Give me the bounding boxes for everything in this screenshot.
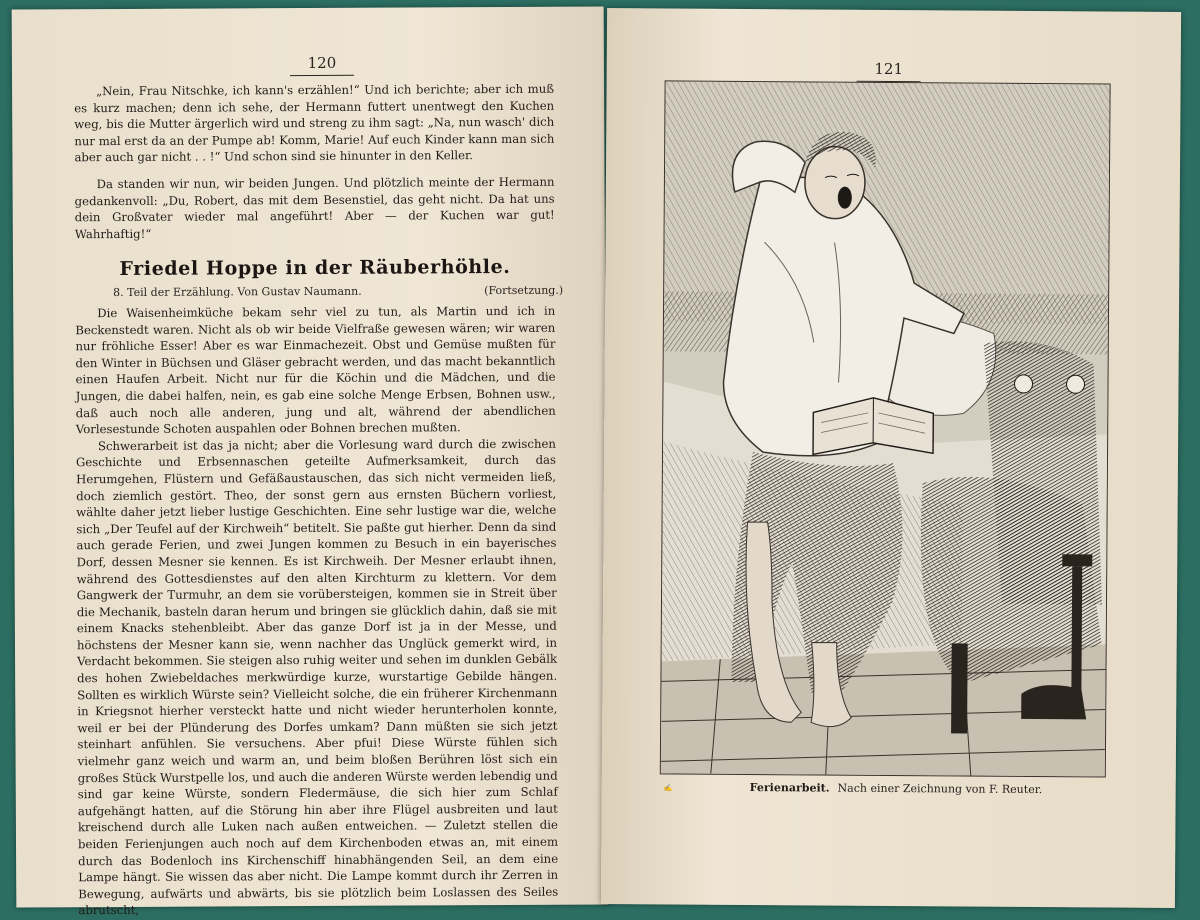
intro-paragraph: „Nein, Frau Nitschke, ich kann's erzählen!“ Und ich berichte; aber ich muß es kurz machen; denn ich sehe, der Hermann futtert unentwegt den Kuchen weg, bis die Mutter ärgerlich wird und streng zu ihm sagt: „Na, nun wasch' dich nur mal erst da an der Pumpe ab! Komm, Marie! Auf euch Kinder kann man sich aber auch gar nicht . . !“ Und schon sind sie hinunter in den Keller.	[74, 81, 554, 166]
right-page	[601, 8, 1181, 908]
story-subtitle	[113, 284, 563, 299]
story-title: Friedel Hoppe in der Räuberhöhle.	[75, 256, 555, 281]
caption-text: Nach einer Zeichnung von F. Reuter.	[838, 782, 1043, 796]
intro-text	[74, 81, 555, 243]
story-text	[75, 303, 558, 919]
page-number-left: 120	[282, 54, 362, 72]
intro-paragraph: Da standen wir nun, wir beiden Jungen. Und plötzlich meinte der Hermann gedankenvoll: „Du, Robert, das mit dem Besenstiel, das geht nicht. Da hat uns dein Großvater wieder mal angeführt! Aber — der Kuchen war gut! Wahrhaftig!“	[75, 174, 555, 243]
yawning-boy-engraving	[660, 80, 1111, 777]
story-paragraph: Die Waisenheimküche bekam sehr viel zu tun, als Martin und ich in Beckenstedt waren. Nicht als ob wir beide Vielfraße gewesen wären; wir waren nur fröhliche Esser! Aber es war Einmachezeit. Obst und Gemüse mußten für den Winter in Büchsen und Gläser gebracht werden, und das macht bekanntlich einen Haufen Arbeit. Nicht nur für die Köchin und die Mädchen, und die Jungen, die dabei halfen, nein, es gab eine solche Menge Erbsen, Bohnen usw., daß auch noch alle anderen, jung und alt, während der abendlichen Vorlesestunde Schoten auspahlen oder Bohnen brechen mußten.	[75, 303, 556, 438]
artist-signature: ✍	[664, 784, 673, 792]
left-page	[12, 6, 609, 907]
story-continuation: (Fortsetzung.)	[484, 284, 563, 297]
page-number-right: 121	[849, 60, 929, 79]
caption-title: Ferienarbeit.	[750, 781, 830, 795]
story-paragraph: Schwerarbeit ist das ja nicht; aber die Vorlesung ward durch die zwischen Geschichte und Erbsennaschen geteilte Aufmerksamkeit, durch das Herumgehen, Flüstern und Gefäßaustauschen, das sich nicht vermeiden ließ, doch ziemlich gestört. Theo, der sonst gern aus ernsten Büchern vorliest, wählte daher jetzt lieber lustige Geschichten. Eine sehr lustige war die, welche sich „Der Teufel auf der Kirchweih“ betitelt. Sie paßte gut hierher. Denn da sind auch gerade Ferien, und zwei Jungen kommen zu Besuch in ein bayerisches Dorf, dessen Mesner sie kennen. Es ist Kirchweih. Der Mesner erlaubt ihnen, während des Gottesdienstes auf den alten Kirchturm zu klettern. Vor dem Gangwerk der Turmuhr, an dem sie vorübersteigen, kommen sie in Streit über die Mechanik, basteln daran herum und bringen sie glücklich dahin, daß sie mit einem Knacks stehenbleibt. Aber das ganze Dorf ist ja in der Messe, und höchstens der Mesner kann sie, wenn nachher das Unglück gemerkt wird, in Verdacht bekommen. Sie steigen also ruhig weiter und sehen im dunklen Gebälk des hohen Zwiebeldaches merkwürdige kurze, wurstartige Gebilde hängen. Sollten es wirklich Würste sein? Vielleicht solche, die ein früherer Kirchenmann in Kriegsnot hierher versteckt hatte und nicht wieder herunterholen konnte, weil er bei der Plünderung des Dorfes umkam? Dann müßten sie sich jetzt steinhart anfühlen. Sie versuchens. Aber pfui! Diese Würste fühlen sich vielmehr ganz weich und warm an, und beim bloßen Berühren löst sich ein großes Stück Wurstpelle los, und auch die anderen Würste werden lebendig und sind gar keine Würste, sondern Fledermäuse, die sich hier zum Schlaf aufgehängt hatten, auf die Störung hin aber ihre Flügel ausbreiten und laut kreischend durch alle Luken nach außen entweichen. — Zuletzt stellen die beiden Ferienjungen auch noch auf dem Kirchenboden etwas an, mit einem durch das Bodenloch ins Kirchenschiff hinabhängenden Seil, an dem eine Lampe hängt. Sie wissen das aber nicht. Die Lampe kommt durch ihr Zerren in Bewegung, aufwärts und abwärts, bis sie plötzlich beim Loslassen des Seiles abrutscht,	[76, 435, 559, 919]
story-part-author: 8. Teil der Erzählung. Von Gustav Naumann.	[113, 285, 362, 299]
illustration-caption	[750, 781, 1110, 797]
